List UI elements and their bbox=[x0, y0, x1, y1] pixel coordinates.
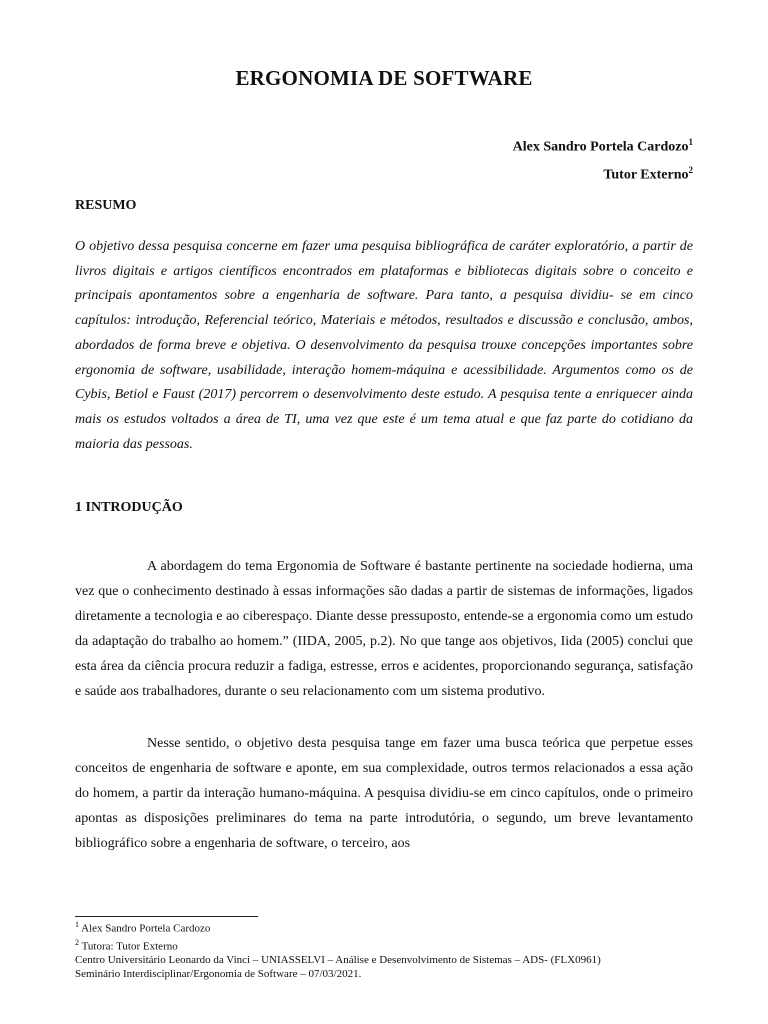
footnote-divider bbox=[75, 916, 258, 917]
footnote-2-text: Tutora: Tutor Externo bbox=[81, 940, 178, 953]
author-name: Alex Sandro Portela Cardozo bbox=[512, 139, 689, 155]
tutor-name: Tutor Externo bbox=[603, 167, 689, 183]
abstract-text: O objetivo dessa pesquisa concerne em fazer uma pesquisa bibliográfica de caráter exploratório, a partir de livros digitais e artigos científicos encontrados em plataformas e bibliotecas digitais sobre o conceito e principais apontamentos sobre a engenharia de software. Para tanto, a pesquisa dividiu- se em cinco capítulos: introdução, Referencial teórico, Materiais e métodos, resultados e discussão e conclusão, ambos, abordados de forma breve e objetiva. O desenvolvimento da pesquisa trouxe concepções importantes sobre ergonomia de software, usabilidade, interação homem-máquina e acessibilidade. Argumentos como os de Cybis, Betiol e Faust (2017) percorrem o desenvolvimento deste estudo. A pesquisa tente a enriquecer ainda mais os estudos voltados a área de TI, uma vez que este é um tema atual e que faz parte do cotidiano da maioria das pessoas. bbox=[75, 239, 693, 452]
footnote-seminar: Seminário Interdisciplinar/Ergonomia de Software – 07/03/2021. bbox=[75, 968, 362, 981]
page-title: ERGONOMIA DE SOFTWARE bbox=[235, 66, 533, 90]
footnote-2 bbox=[75, 936, 715, 954]
tutor-line bbox=[513, 159, 693, 187]
footnote-institution: Centro Universitário Leonardo da Vinci – UNIASSELVI – Análise e Desenvolvimento de Sistemas – ADS- (FLX0961) bbox=[75, 954, 601, 967]
footnote-1-mark: 1 bbox=[75, 920, 79, 929]
intro-paragraph-2: Nesse sentido, o objetivo desta pesquisa tange em fazer uma busca teórica que perpetue esses conceitos de engenharia de software e aponte, em sua complexidade, outros termos relacionados a essa ação do homem, a partir da interação humano-máquina. A pesquisa dividiu-se em cinco capítulos, onde o primeiro apontas as disposições preliminares do tema na parte introdutória, o segundo, um breve levantamento bibliográfico sobre a engenharia de software, o terceiro, aos bbox=[75, 736, 693, 851]
author-line bbox=[513, 131, 693, 159]
footnote-1 bbox=[75, 918, 715, 936]
introduction-heading: 1 INTRODUÇÃO bbox=[75, 500, 183, 515]
footnote-2-mark: 2 bbox=[75, 937, 79, 947]
author-block bbox=[513, 131, 693, 186]
author-footnote-mark: 1 bbox=[688, 137, 693, 147]
footnote-1-text: Alex Sandro Portela Cardozo bbox=[81, 922, 211, 935]
intro-paragraph-1: A abordagem do tema Ergonomia de Software é bastante pertinente na sociedade hodierna, uma vez que o conhecimento destinado à essas informações são dadas a partir de sistemas de informações, ligados diretamente a tecnologia e ao ciberespaço. Diante desse pressuposto, entende-se a ergonomia como um estudo da adaptação do trabalho ao homem.” (IIDA, 2005, p.2). No que tange aos objetivos, Iida (2005) conclui que esta área da ciência procura reduzir a fadiga, estresse, erros e acidentes, proporcionando segurança, satisfação e saúde aos trabalhadores, durante o seu relacionamento com um sistema produtivo. bbox=[75, 559, 693, 699]
footnotes bbox=[75, 918, 715, 981]
abstract-heading: RESUMO bbox=[75, 198, 137, 213]
tutor-footnote-mark: 2 bbox=[688, 164, 693, 175]
